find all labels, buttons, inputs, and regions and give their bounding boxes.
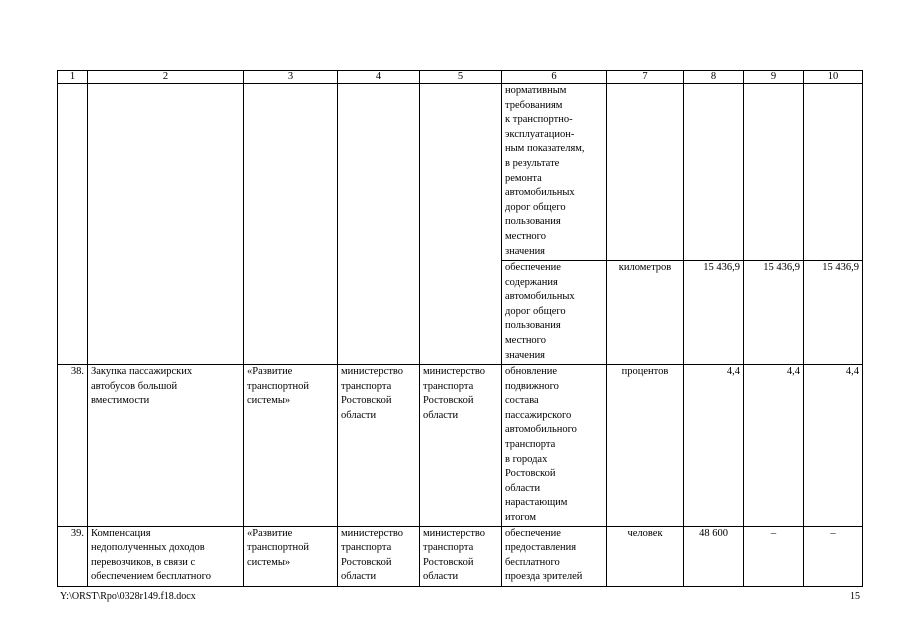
program-cell bbox=[244, 84, 338, 365]
value-cell: 4,4 bbox=[744, 365, 804, 527]
table-row bbox=[58, 84, 863, 261]
value-cell bbox=[804, 84, 863, 261]
column-header: 7 bbox=[607, 71, 684, 84]
program-cell: «Развитие транспортной системы» bbox=[244, 365, 338, 527]
program-cell: «Развитие транспортной системы» bbox=[244, 526, 338, 586]
value-cell: 4,4 bbox=[684, 365, 744, 527]
table-row bbox=[58, 365, 863, 527]
value-cell: 15 436,9 bbox=[684, 261, 744, 365]
value-cell bbox=[744, 84, 804, 261]
indicator-description-cell: обеспечение содержания автомобильных дорог общего пользования местного значения bbox=[502, 261, 607, 365]
value-cell: 48 600 bbox=[684, 526, 744, 586]
indicator-description-cell: обновление подвижного состава пассажирского автомобильного транспорта в городах Ростовской области нарастающим итогом bbox=[502, 365, 607, 527]
executor-cell bbox=[420, 84, 502, 365]
measure-name-cell: Компенсация недополученных доходов перевозчиков, в связи с обеспечением бесплатного bbox=[88, 526, 244, 586]
unit-cell: процентов bbox=[607, 365, 684, 527]
value-cell: 4,4 bbox=[804, 365, 863, 527]
table-row bbox=[58, 526, 863, 586]
responsible-cell: министерство транспорта Ростовской области bbox=[338, 526, 420, 586]
column-header: 2 bbox=[88, 71, 244, 84]
measure-name-cell bbox=[88, 84, 244, 365]
column-header: 3 bbox=[244, 71, 338, 84]
measure-name-cell: Закупка пассажирских автобусов большой вместимости bbox=[88, 365, 244, 527]
row-number-cell: 39. bbox=[58, 526, 88, 586]
value-cell bbox=[684, 84, 744, 261]
column-header: 5 bbox=[420, 71, 502, 84]
value-cell: – bbox=[804, 526, 863, 586]
unit-cell: человек bbox=[607, 526, 684, 586]
row-number-cell bbox=[58, 84, 88, 365]
program-table bbox=[57, 70, 863, 587]
column-header: 6 bbox=[502, 71, 607, 84]
executor-cell: министерство транспорта Ростовской области bbox=[420, 526, 502, 586]
footer-file-path: Y:\ORST\Rpo\0328r149.f18.docx bbox=[60, 591, 196, 602]
responsible-cell: министерство транспорта Ростовской области bbox=[338, 365, 420, 527]
indicator-description-cell: нормативным требованиям к транспортно- эксплуатацион- ным показателям, в результате ремонта автомобильных дорог общего пользования местного значения bbox=[502, 84, 607, 261]
column-header: 9 bbox=[744, 71, 804, 84]
column-header: 1 bbox=[58, 71, 88, 84]
column-number-row bbox=[58, 71, 863, 84]
column-header: 8 bbox=[684, 71, 744, 84]
value-cell: 15 436,9 bbox=[744, 261, 804, 365]
responsible-cell bbox=[338, 84, 420, 365]
value-cell: 15 436,9 bbox=[804, 261, 863, 365]
value-cell: – bbox=[744, 526, 804, 586]
row-number-cell: 38. bbox=[58, 365, 88, 527]
column-header: 4 bbox=[338, 71, 420, 84]
unit-cell: километров bbox=[607, 261, 684, 365]
page-number: 15 bbox=[850, 591, 860, 602]
executor-cell: министерство транспорта Ростовской области bbox=[420, 365, 502, 527]
indicator-description-cell: обеспечение предоставления бесплатного проезда зрителей bbox=[502, 526, 607, 586]
unit-cell bbox=[607, 84, 684, 261]
column-header: 10 bbox=[804, 71, 863, 84]
